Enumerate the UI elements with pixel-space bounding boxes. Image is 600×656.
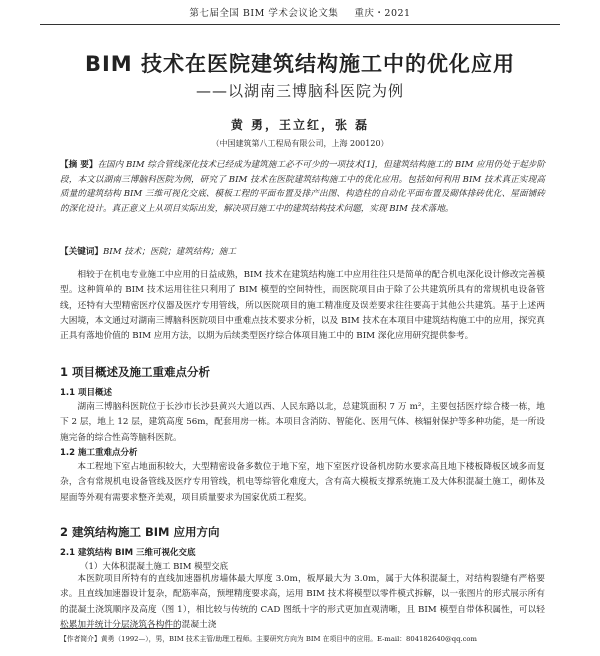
keywords — [60, 245, 545, 257]
section-1-2-heading: 1.2 施工重难点分析 — [60, 448, 138, 458]
paper-title: BIM 技术在医院建筑结构施工中的优化应用 — [84, 52, 516, 76]
section-2-heading: 2 建筑结构施工 BIM 应用方向 — [60, 525, 220, 539]
paper-subtitle: ——以湖南三博脑科医院为例 — [195, 82, 404, 100]
section-1-1-heading: 1.1 项目概述 — [60, 388, 113, 398]
footnote-divider — [60, 628, 180, 629]
authors: 黄 勇，王立红，张 磊 — [230, 118, 370, 132]
section-1-heading: 1 项目概述及施工重难点分析 — [60, 365, 211, 379]
section-1-2-text: 本工程地下室占地面积较大，大型精密设备多数位于地下室，地下室医疗设备机房防水要求高且地下楼板降板区域多而复杂，含有常规机电设备管线及医疗专用管线，机电等综管化难度大，含有高大模板支撑系统施工及大体积混凝土施工，砌体及屋面等外观有需要求整齐美观，项目质量要求为国家优质工程奖。 — [60, 462, 545, 503]
section-2-1-text: 本医院项目所特有的直线加速器机房墙体最大厚度 3.0m，板厚最大为 3.0m，属于大体积混凝土，对结构裂缝有严格要求。且直线加速器设计复杂，配筋率高，预埋精度要求高，运用 BIM 技术将模型以零件模式拆解，以一张图片的形式展示所有的混凝土浇筑顺序及高度（图 1），相比较与传统的 CAD 图纸十字的形式更加直观清晰，且 BIM 模型自带体积属性，可以轻松累加并统计分层浇筑各构件的混凝土浇 — [60, 574, 545, 630]
header-location: 重庆・2021 — [354, 8, 411, 19]
author-footnote: 【作者简介】黄勇（1992—），男，BIM 技术主管/助理工程师。主要研究方向为 BIM 在项目中的应用。E-mail：804182640@qq.com — [60, 635, 477, 643]
keywords-text: BIM 技术；医院；建筑结构；施工 — [102, 247, 236, 257]
affiliation: （中国建筑第八工程局有限公司，上海 200120） — [211, 139, 389, 148]
abstract-text: 在国内 BIM 综合管线深化技术已经成为建筑施工必不可少的一项技术[1]，但建筑结构施工的 BIM 应用仍处于起步阶段，本文以湖南三博脑科医院为例，研究了 BIM 技术在医院建筑结构施工中的优化应用。包括如何利用 BIM 技术真正实现高质量的建筑结构 BIM 三维可视化交底、模板工程的平面布置及排产出图、构造柱的自动化平面布置及砌体排砖优化、屋面铺砖的深化设计。真正意义上从项目实际出发，解决项目施工中的建筑结构技术问题，实现 BIM 技术落地。 — [60, 160, 546, 214]
section-2-1-subheading: （1）大体积混凝土施工 BIM 模型交底 — [80, 562, 229, 572]
abstract-label: 【摘 要】 — [60, 160, 98, 170]
abstract — [60, 158, 545, 216]
header-proceedings: 第七届全国 BIM 学术会议论文集 — [189, 8, 339, 19]
intro-paragraph: 相较于在机电专业施工中应用的日益成熟，BIM 技术在建筑结构施工中应用往往只是简单的配合机电深化设计修改完善模型。这种简单的 BIM 技术运用往往只利用了 BIM 模型的空间特性，而医院项目由于除了公共建筑所具有的常规机电设备管线，还特有大型精密医疗仪器及医疗专用管线，所以医院项目的施工精准度及误差要求往往要高于其他公共建筑。基于上述两大困境，本文通过对湖南三博脑科医院项目中重难点技术要求分析，以及 BIM 技术在本项目中建筑结构施工中的应用，探究真正具有落地价值的 BIM 应用方法，以期为后续类型医疗综合体项目施工中的 BIM 深化应用研究提供参考。 — [60, 270, 545, 342]
running-header — [40, 6, 560, 25]
section-2-1-heading: 2.1 建筑结构 BIM 三维可视化交底 — [60, 548, 196, 558]
keywords-label: 【关键词】 — [60, 247, 103, 257]
section-1-1-text: 湖南三博脑科医院位于长沙市长沙县黄兴大道以西、人民东路以北，总建筑面积 7 万 m²，主要包括医疗综合楼一栋，地下 2 层，地上 12 层，建筑高度 56m，配套用房一栋。本项目含消防、智能化、医用气体、核辐射保护等多种功能，是一所设施完备的综合性高等脑科医院。 — [60, 402, 545, 443]
